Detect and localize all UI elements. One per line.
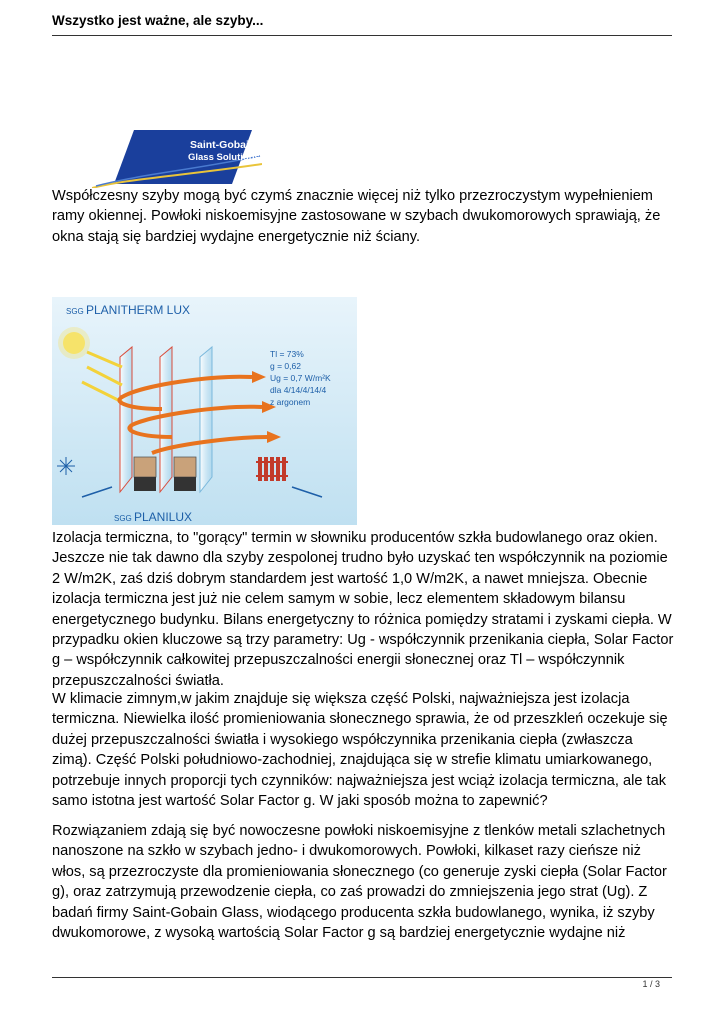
paragraph-cold-climate: W klimacie zimnym,w jakim znajduje się większa część Polski, najważniejsza jest izolacja termiczna. Niewielka ilość promieniowania słonecznego sprawia, że od przeszkleń oczekuje się dużej przepuszczalności światła i wysokiego współczynnika przenikania ciepła (zwłaszcza zimą). Część Polski południowo-zachodniej, znajdująca się w strefie klimatu umiarkowanego, potrzebuje innych proporcji tych czynników: najważniejsza jest wciąż izolacja termiczna, ale tak samo istotna jest wartość Solar Factor g. W jaki sposób można to zapewnić? — [52, 691, 668, 810]
paragraph-intro: Współczesny szyby mogą być czymś znacznie więcej niż tylko przezroczystym wypełnieniem ramy okiennej. Powłoki niskoemisyjne zastosowane w szybach dwukomorowych sprawiają, że okna stają się bardziej wydajne energetycznie niż ściany. — [52, 188, 661, 245]
saint-gobain-logo — [92, 126, 262, 188]
top-label-prefix: SGG — [66, 307, 84, 316]
paragraph-solution: Rozwiązaniem zdają się być nowoczesne powłoki niskoemisyjne z tlenków metali szlachetnych nanoszone na szkło w szybach jedno- i dwukomorowych. Powłoki, kilkaset razy cieńsze niż włos, są przezroczyste dla promieniowania słonecznego (co generuje zyski ciepła (Solar Factor g), oraz zatrzymują przewodzenie ciepła, co zaś prowadzi do zmniejszenia jego strat (Ug). Z badań firmy Saint-Gobain Glass, wiodącego producenta szkła budowlanego, wynika, iż szyby dwukomorowe, z wysoką wartością Solar Factor g są bardziej energetycznie wydajne niż — [52, 823, 667, 942]
spec-gas: z argonem — [270, 397, 311, 407]
radiator-icon — [256, 457, 288, 481]
spec-config: dla 4/14/4/14/4 — [270, 385, 327, 395]
spec-ug: Ug = 0,7 W/m²K — [270, 373, 331, 383]
bottom-label-name: PLANILUX — [134, 510, 193, 524]
glass-diagram-figure — [52, 297, 357, 525]
header-divider — [52, 35, 672, 36]
spec-tl: Tl = 73% — [270, 349, 304, 359]
paragraph-thermal-insulation: Izolacja termiczna, to "gorący" termin w słowniku producentów szkła budowlanego oraz okien. Jeszcze nie tak dawno dla szyby zespolonej trudno było uzyskać ten współczynnik na poziomie 2 W/m2K, zaś dziś dobrym standardem jest wartość 1,0 W/m2K, a nawet mniejsza. Obecnie izolacja termiczna jest już nie celem samym w sobie, lecz elementem składowym bilansu energetycznego budynku. Bilans energetyczny to różnica pomiędzy stratami i zyskami ciepła. W przypadku okien kluczowe są trzy parametry: Ug - współczynnik przenikania ciepła, Solar Factor g – współczynnik całkowitej przepuszczalności energii słonecznej oraz Tl – współczynnik przepuszczalności światła. — [52, 530, 674, 689]
top-label-name: PLANITHERM LUX — [86, 303, 191, 317]
page-number: 1 / 3 — [642, 979, 660, 989]
page-header-title: Wszystko jest ważne, ale szyby... — [52, 13, 264, 28]
bottom-label-prefix: SGG — [114, 514, 132, 523]
logo-text-line2: Glass Solutions — [188, 152, 260, 163]
footer-divider — [52, 977, 672, 978]
logo-text-line1: Saint-Gobain — [190, 139, 256, 151]
sun-icon — [58, 327, 90, 359]
spec-g: g = 0,62 — [270, 361, 301, 371]
